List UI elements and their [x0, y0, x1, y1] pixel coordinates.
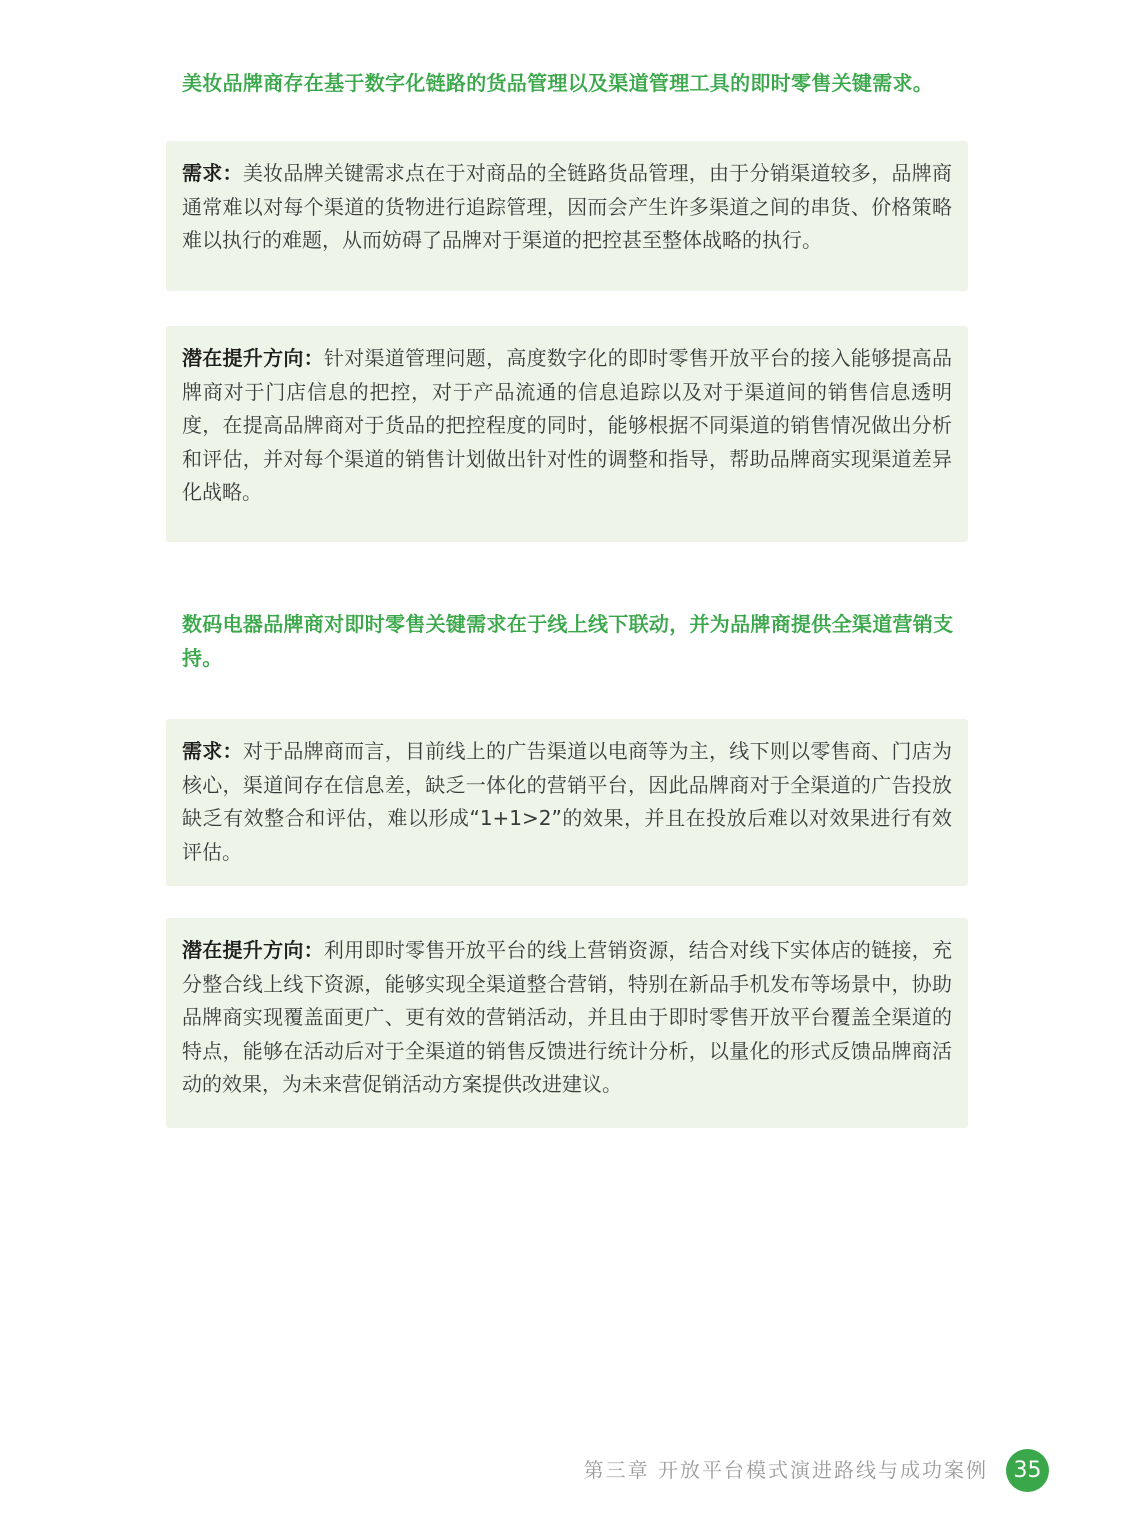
direction-paragraph: [182, 934, 952, 1102]
section-1-direction-card: [166, 326, 968, 542]
section-1-heading: 美妆品牌商存在基于数字化链路的货品管理以及渠道管理工具的即时零售关键需求。: [182, 71, 934, 95]
need-text: 美妆品牌关键需求点在于对商品的全链路货品管理，由于分销渠道较多，品牌商通常难以对每个渠道的货物进行追踪管理，因而会产生许多渠道之间的串货、价格策略难以执行的难题，从而妨碍了品牌对于渠道的把控甚至整体战略的执行。: [182, 161, 953, 252]
section-2-heading: 数码电器品牌商对即时零售关键需求在于线上线下联动，并为品牌商提供全渠道营销支持。: [182, 612, 954, 670]
direction-text: 利用即时零售开放平台的线上营销资源，结合对线下实体店的链接，充分整合线上线下资源，能够实现全渠道整合营销，特别在新品手机发布等场景中，协助品牌商实现覆盖面更广、更有效的营销活动，并且由于即时零售开放平台覆盖全渠道的特点，能够在活动后对于全渠道的销售反馈进行统计分析，以量化的形式反馈品牌商活动的效果，为未来营促销活动方案提供改进建议。: [182, 938, 953, 1096]
section-1-need-card: [166, 141, 968, 291]
need-label: 需求：: [182, 161, 243, 185]
chapter-title: 第三章 开放平台模式演进路线与成功案例: [583, 1458, 988, 1482]
direction-label: 潜在提升方向：: [182, 346, 324, 370]
need-paragraph: [182, 735, 952, 869]
section-2-need-card: [166, 719, 968, 886]
need-label: 需求：: [182, 739, 243, 763]
need-paragraph: [182, 157, 952, 258]
need-text: 对于品牌商而言，目前线上的广告渠道以电商等为主，线下则以零售商、门店为核心，渠道间存在信息差，缺乏一体化的营销平台，因此品牌商对于全渠道的广告投放缺乏有效整合和评估，难以形成“1+1>2”的效果，并且在投放后难以对效果进行有效评估。: [182, 739, 953, 864]
direction-label: 潜在提升方向：: [182, 938, 324, 962]
direction-text: 针对渠道管理问题，高度数字化的即时零售开放平台的接入能够提高品牌商对于门店信息的把控，对于产品流通的信息追踪以及对于渠道间的销售信息透明度，在提高品牌商对于货品的把控程度的同时，能够根据不同渠道的销售情况做出分析和评估，并对每个渠道的销售计划做出针对性的调整和指导，帮助品牌商实现渠道差异化战略。: [182, 346, 953, 504]
direction-paragraph: [182, 342, 952, 510]
page-number-badge: 35: [1006, 1449, 1049, 1492]
section-2-direction-card: [166, 918, 968, 1128]
